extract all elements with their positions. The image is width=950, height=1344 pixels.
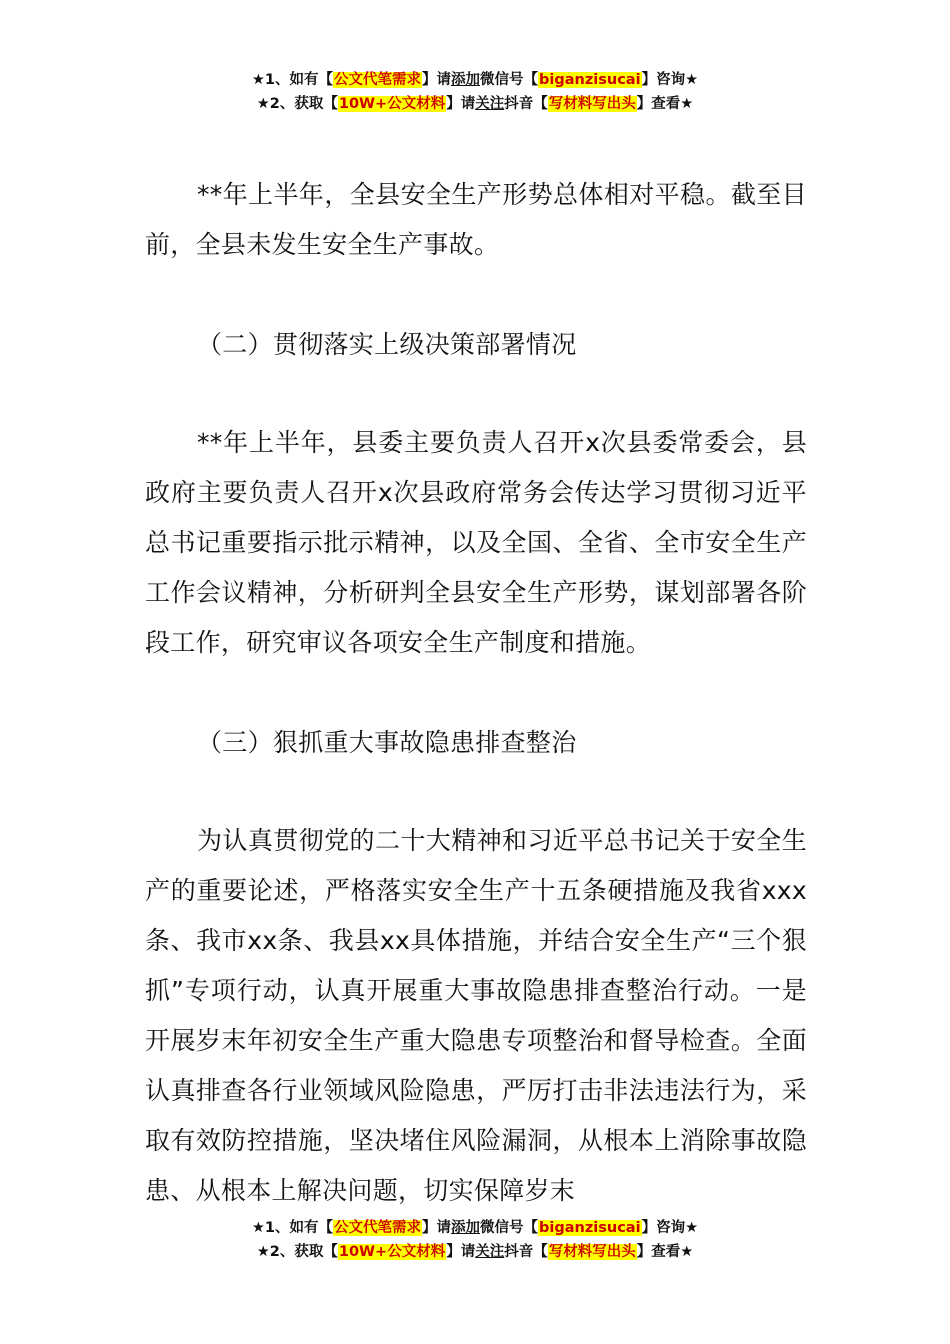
service-highlight: 公文代笔需求: [334, 1220, 422, 1236]
footer-line-1: ★1、如有【公文代笔需求】请添加微信号【biganzisucai】咨询★: [251, 1220, 699, 1236]
douyin-highlight: 写材料写出头: [548, 96, 636, 112]
footer-line-2: ★2、获取【10W+公文材料】请关注抖音【写材料写出头】查看★: [256, 1244, 694, 1260]
header-line-1: ★1、如有【公文代笔需求】请添加微信号【biganzisucai】咨询★: [251, 72, 699, 88]
wechat-id-highlight: biganzisucai: [539, 72, 641, 88]
header-banner: [0, 68, 950, 116]
paragraph-3: 为认真贯彻党的二十大精神和习近平总书记关于安全生产的重要论述，严格落实安全生产十五条硬措施及我省xxx条、我市xx条、我县xx具体措施，并结合安全生产“三个狠抓”专项行动，认真开展重大事故隐患排查整治行动。一是开展岁末年初安全生产重大隐患专项整治和督导检查。全面认真排查各行业领域风险隐患，严厉打击非法违法行为，采取有效防控措施，坚决堵住风险漏洞，从根本上消除事故隐患、从根本上解决问题，切实保障岁末: [145, 826, 807, 1205]
douyin-highlight: 写材料写出头: [548, 1244, 636, 1260]
paragraph-1: **年上半年，全县安全生产形势总体相对平稳。截至目前，全县未发生安全生产事故。: [145, 180, 807, 259]
paragraph-2: **年上半年，县委主要负责人召开x次县委常委会，县政府主要负责人召开x次县政府常务会传达学习贯彻习近平总书记重要指示批示精神，以及全国、全省、全市安全生产工作会议精神，分析研判全县安全生产形势，谋划部署各阶段工作，研究审议各项安全生产制度和措施。: [145, 428, 807, 657]
materials-highlight: 10W+公文材料: [338, 96, 446, 112]
section-heading-3: （三）狠抓重大事故隐患排查整治: [197, 728, 577, 757]
section-heading-2: （二）贯彻落实上级决策部署情况: [197, 330, 577, 359]
wechat-id-highlight: biganzisucai: [539, 1220, 641, 1236]
materials-highlight: 10W+公文材料: [338, 1244, 446, 1260]
header-line-2: ★2、获取【10W+公文材料】请关注抖音【写材料写出头】查看★: [256, 96, 694, 112]
footer-banner: [0, 1216, 950, 1264]
service-highlight: 公文代笔需求: [334, 72, 422, 88]
